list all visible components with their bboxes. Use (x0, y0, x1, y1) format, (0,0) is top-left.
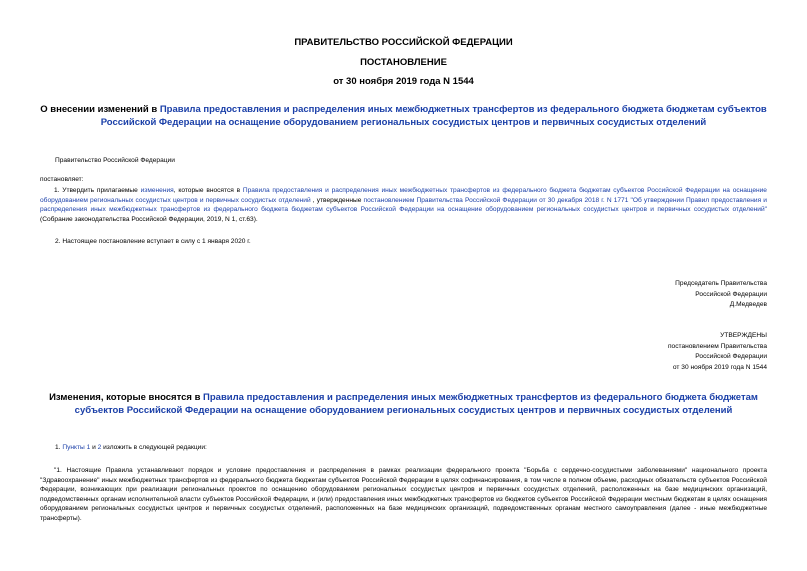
title-link[interactable]: Правила предоставления и распределения иных межбюджетных трансфертов из федерального бюджета бюджетам субъектов Российской Федерации на оснащение оборудованием региональных сосудистых центров и первичных сосудистых отделений (100, 104, 767, 128)
header-org: ПРАВИТЕЛЬСТВО РОССИЙСКОЙ ФЕДЕРАЦИИ (294, 37, 513, 48)
changes-title (40, 391, 767, 417)
change-1-link-points-1[interactable]: Пункты 1 (62, 444, 91, 451)
document-title (40, 103, 767, 129)
change-1-link-point-2[interactable]: 2 (97, 444, 102, 451)
change-1-text-2: и (90, 444, 98, 451)
preamble-government: Правительство Российской Федерации (55, 157, 175, 164)
change-1-text-1: 1. (55, 444, 63, 451)
header-date-number: от 30 ноября 2019 года N 1544 (333, 76, 474, 87)
approved-line-3: Российской Федерации (695, 353, 767, 360)
item-1-link-changes[interactable]: изменения (140, 187, 174, 194)
signature-block (675, 279, 767, 311)
item-1-link-rules[interactable]: Правила предоставления и распределения иных межбюджетных трансфертов из федерального бюджета бюджетам субъектов Российской Федерации на оснащение оборудованием региональных сосудистых центров и первичных сосудистых отделений (40, 187, 767, 204)
signature-line-2: Российской Федерации (695, 290, 767, 298)
signature-line-3: Д.Медведев (729, 301, 767, 308)
signature-line-1: Председатель Правительства (675, 280, 767, 287)
item-1-link-resolution[interactable]: постановлением Правительства Российской Федерации от 30 декабря 2018 г. N 1771 "Об утверждении Правил предоставления и распределения иных межбюджетных трансфертов из федерального бюджета бюджетам субъектов Российской Федерации на оснащение оборудованием региональных сосудистых центров и первичных сосудистых отделений" (40, 196, 767, 213)
item-1-text-3: , утвержденные (310, 196, 364, 204)
changes-title-prefix: Изменения, которые вносятся в (49, 392, 204, 403)
item-1-paragraph (40, 186, 767, 224)
change-1-paragraph (55, 443, 207, 453)
changes-title-link[interactable]: Правила предоставления и распределения иных межбюджетных трансфертов из федерального бюджета бюджетам субъектов Российской Федерации на оснащение оборудованием региональных сосудистых центров и первичных сосудистых отделений (74, 392, 758, 416)
header-doc-type: ПОСТАНОВЛЕНИЕ (360, 57, 447, 68)
change-1-text-3: изложить в следующей редакции: (101, 444, 207, 451)
item-1-text-2: , которые вносятся в (173, 187, 243, 194)
item-1-text-4: (Собрание законодательства Российской Федерации, 2019, N 1, ст.63). (40, 215, 258, 223)
approved-line-2: постановлением Правительства (667, 342, 767, 350)
item-1-text-1: 1. Утвердить прилагаемые (54, 187, 141, 194)
approved-block (668, 331, 767, 373)
quoted-paragraph: "1. Настоящие Правила устанавливают порядок и условие предоставления и распределения в рамках реализации федерального проекта "Борьба с сердечно-сосудистыми заболеваниями" национального проекта "Здравоохранение" иных межбюджетных трансфертов из федерального бюджета бюджетам субъектов Российской Федерации в целях софинансирования, в том числе в полном объеме, расходных обязательств субъектов Российской Федерации, возникающих при реализации региональных проектов по оснащению оборудованием региональных сосудистых центров и первичных сосудистых отделений, расположенных на базе медицинских организаций, подведомственных органам исполнительной власти субъектов Российской Федерации, и (или) предоставления иных межбюджетных трансфертов из бюджетов субъектов Российской Федерации местным бюджетам в целях оснащения оборудованием региональных сосудистых центров и первичных сосудистых отделений, расположенных на базе медицинских организаций, подведомственных органам местного самоуправления (далее - иные межбюджетные трансферты). (40, 467, 767, 522)
preamble-decides: постановляет: (40, 176, 84, 183)
approved-line-1: УТВЕРЖДЕНЫ (720, 332, 767, 339)
title-prefix: О внесении изменений в (40, 104, 160, 115)
approved-line-4: от 30 ноября 2019 года N 1544 (672, 363, 767, 371)
item-2-paragraph: 2. Настоящее постановление вступает в силу с 1 января 2020 г. (55, 238, 251, 245)
